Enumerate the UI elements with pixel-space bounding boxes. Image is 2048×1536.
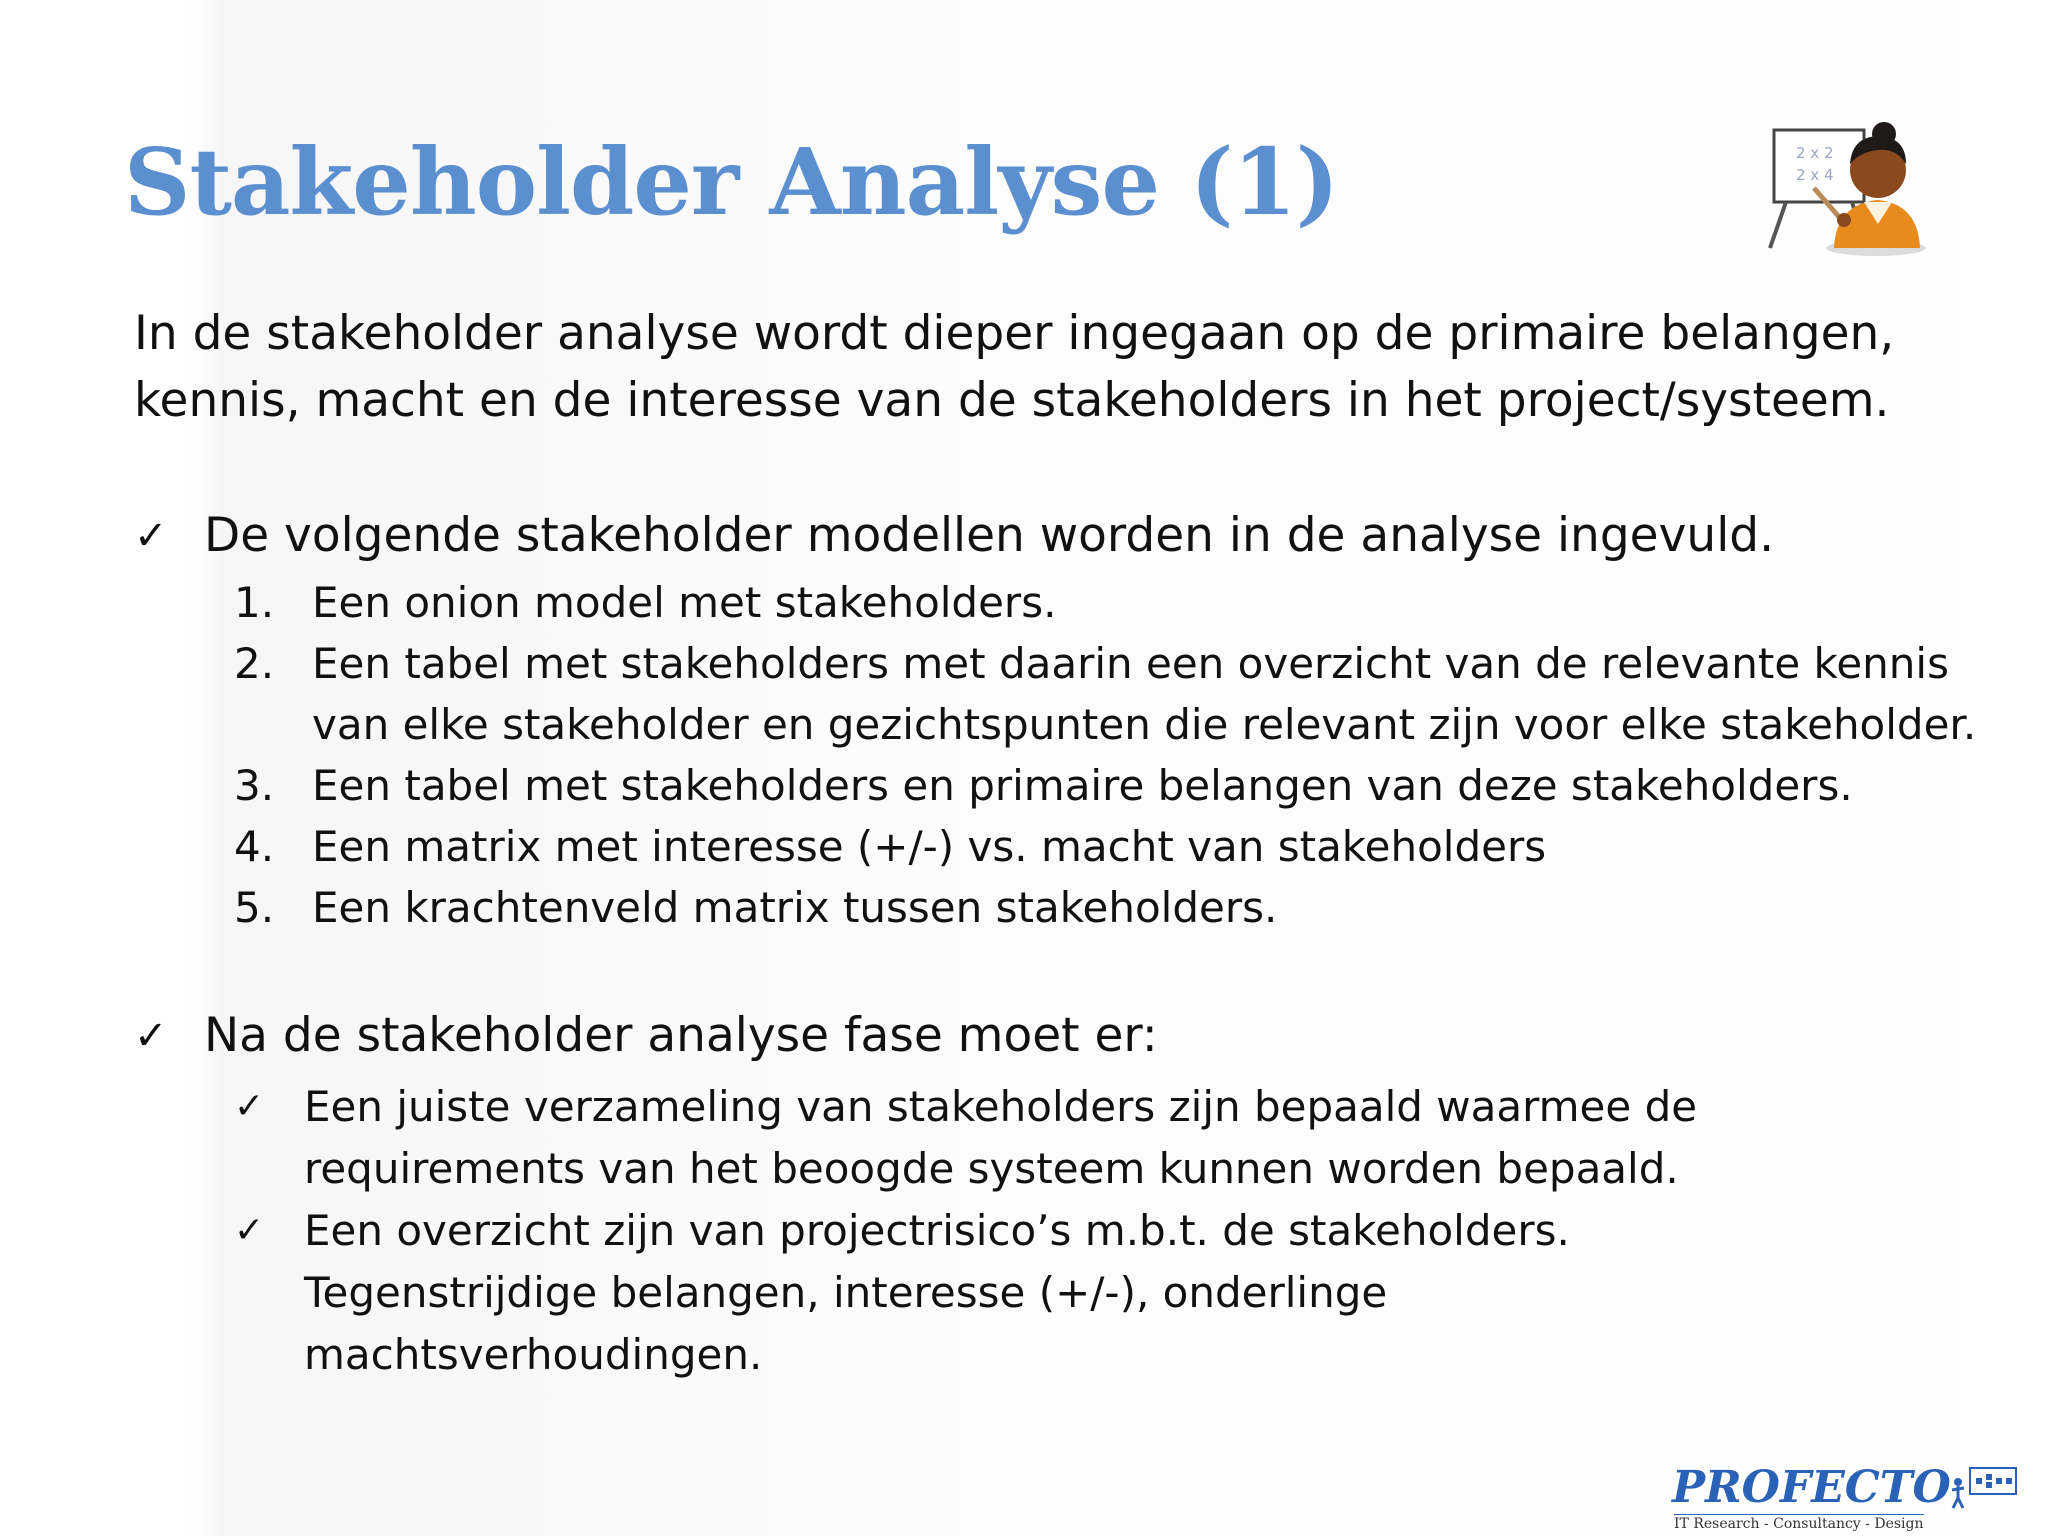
profecto-logo-icon xyxy=(1950,1466,2018,1510)
checkmark-icon: ✓ xyxy=(134,512,168,559)
list-text: Een tabel met stakeholders en primaire belangen van deze stakeholders. xyxy=(312,761,1853,810)
list-text: Een juiste verzameling van stakeholders zijn bepaald waarmee de requirements van het beoogde systeem kunnen worden bepaald. xyxy=(304,1082,1698,1193)
intro-paragraph xyxy=(134,300,1984,434)
list-item xyxy=(234,1076,1734,1200)
list-number: 5. xyxy=(234,883,275,932)
list-item xyxy=(234,755,2014,816)
checkmark-icon: ✓ xyxy=(234,1210,265,1251)
list-text: Een overzicht zijn van projectrisico’s m.b.t. de stakeholders. Tegenstrijdige belangen, interesse (+/-), onderlinge machtsverhoudingen. xyxy=(304,1206,1570,1379)
section2-heading-text: Na de stakeholder analyse fase moet er: xyxy=(204,1008,1158,1063)
list-number: 4. xyxy=(234,822,275,871)
profecto-logo xyxy=(1672,1462,2012,1532)
list-item xyxy=(234,572,2014,633)
list-text: Een onion model met stakeholders. xyxy=(312,578,1057,627)
intro-line: kennis, macht en de interesse van de stakeholders in het project/systeem. xyxy=(134,373,1890,428)
whiteboard-text-2: 2 x 4 xyxy=(1796,166,1834,184)
whiteboard-text-1: 2 x 2 xyxy=(1796,144,1834,162)
list-number: 1. xyxy=(234,578,275,627)
brand-tagline: IT Research - Consultancy - Design xyxy=(1674,1516,1924,1532)
section2-heading xyxy=(134,1008,1158,1063)
checkmark-icon: ✓ xyxy=(234,1086,265,1127)
list-item xyxy=(234,1200,1734,1386)
outcomes-list xyxy=(234,1076,1734,1386)
list-text: Een krachtenveld matrix tussen stakeholders. xyxy=(312,883,1278,932)
list-text: Een matrix met interesse (+/-) vs. macht van stakeholders xyxy=(312,822,1547,871)
list-item xyxy=(234,877,2014,938)
section1-heading xyxy=(134,508,1774,563)
list-text: Een tabel met stakeholders met daarin een overzicht van de relevante kennis van elke stakeholder en gezichtspunten die relevant zijn voor elke stakeholder. xyxy=(312,639,1977,749)
section1-heading-text: De volgende stakeholder modellen worden in de analyse ingevuld. xyxy=(204,508,1775,563)
stakeholder-models-list xyxy=(234,572,2014,938)
teacher-at-whiteboard-icon xyxy=(1756,108,1926,258)
intro-line: In de stakeholder analyse wordt dieper ingegaan op de primaire belangen, xyxy=(134,306,1895,361)
list-number: 2. xyxy=(234,639,275,688)
checkmark-icon: ✓ xyxy=(134,1012,168,1059)
list-item xyxy=(234,816,2014,877)
brand-name: PROFECTO xyxy=(1672,1462,1951,1513)
list-item xyxy=(234,633,2014,755)
slide-title: Stakeholder Analyse (1) xyxy=(124,128,1339,236)
list-number: 3. xyxy=(234,761,275,810)
